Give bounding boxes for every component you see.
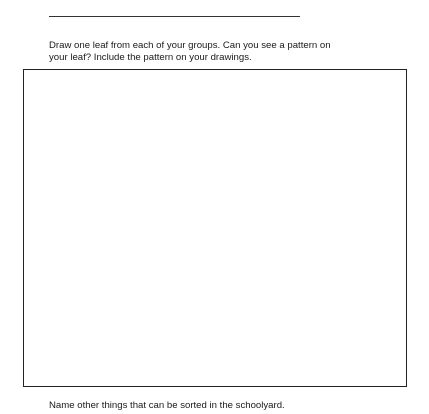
name-blank-line[interactable] [49, 16, 300, 17]
drawing-instructions: Draw one leaf from each of your groups. Can you see a pattern on your leaf? Include the pattern on your drawings. [49, 40, 331, 63]
leaf-drawing-area[interactable] [23, 69, 407, 387]
sorting-question: Name other things that can be sorted in the schoolyard. [49, 400, 285, 411]
